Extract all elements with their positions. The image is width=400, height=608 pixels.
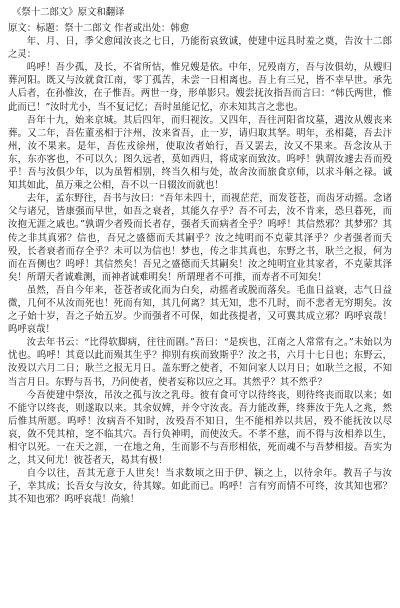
paragraph: 去年，孟东野往，吾书与汝曰：“吾年未四十，而视茫茫，而发苍苍，而齿牙动摇。念诸父与诸兄，皆康强而早世，如吾之衰者，其能久存乎？吾不可去，汝不肯来，恐旦暮死，而汝抱无涯之戚也。”孰谓少者殁而长者存，强者夭而病者全乎？呜呼！其信然邪？其梦邪？其传之非其真邪？信也，吾兄之盛德而夭其嗣乎？汝之纯明而不克蒙其泽乎？少者强者而夭殁，长者衰者而存全乎？未可以为信也！梦也，传之非其真也，东野之书，耿兰之报，何为而在吾侧也？呜呼！其信然矣！吾兄之盛德而夭其嗣矣！汝之纯明宜业其家者，不克蒙其泽矣！所谓天者诚难测，而神者诚难明矣！所谓理者不可推，而寿者不可知矣！ xyxy=(8,193,392,283)
paragraph: 吾年十九，始来京城。其后四年，而归视汝。又四年，吾往河阳省坟墓，遇汝从嫂丧来葬。又二年，吾佐董丞相于汴州，汝来省吾，止一岁，请归取其孥。明年，丞相薨，吾去汴州，汝不果来。是年，吾佐戎徐州，使取汝者始行，吾又罢去，汝又不果来。吾念汝从于东，东亦客也，不可以久；图久远者，莫如西归，将成家而致汝。呜呼！孰谓汝遽去吾而殁乎！吾与汝俱少年，以为虽暂相别，终当久相与处，故舍汝而旅食京师，以求斗斛之禄。诚知其如此，虽万乘之公相，吾不以一日辍汝而就也！ xyxy=(8,114,392,192)
paragraph: 自今以往，吾其无意于人世矣！当求数顷之田于伊、颍之上，以待余年。教吾子与汝子，幸其成；长吾女与汝女，待其嫁。如此而已。呜呼！言有穷而情不可终，汝其知也邪？其不知也邪？呜呼哀哉！尚飨！ xyxy=(8,468,392,506)
paragraph: 年、月、日，季父愈闻汝丧之七日，乃能衔哀致诚，使建中远具时羞之奠，告汝十二郎之灵： xyxy=(8,36,392,61)
document-body xyxy=(8,22,392,506)
paragraph: 汝去年书云：“比得软脚病，往往而剧。”吾曰：“是疾也，江南之人常常有之。”未始以为忧也。呜呼！其竟以此而殒其生乎？抑别有疾而致斯乎？汝之书，六月十七日也；东野云，汝殁以六月二日；耿兰之报无月日。盖东野之使者，不知问家人以月日；如耿兰之报，不知当言月日。东野与吾书，乃问使者，使者妄称以应之耳。其然乎？其不然乎？ xyxy=(8,337,392,388)
paragraph-source: 原文：标题：祭十二郎文 作者或出处：韩愈 xyxy=(8,23,190,34)
paragraph: 虽然，吾自今年来，苍苍者或化而为白矣，动摇者或脱而落矣。毛血日益衰，志气日益微，几何不从汝而死也！死而有知，其几何离？其无知，悲不几时，而不悲者无穷期矣。汝之子始十岁，吾之子始五岁。少而强者不可保，如此孩提者，又可冀其成立邪？呜呼哀哉！呜呼哀哉！ xyxy=(8,284,392,336)
paragraph: 今吾使建中祭汝，吊汝之孤与汝之乳母。彼有食可守以待终丧，则待终丧而取以来；如不能守以终丧，则遂取以来。其余奴婢，并令守汝丧。吾力能改葬，终葬汝于先人之兆，然后惟其所愿。呜呼！汝病吾不知时，汝殁吾不知日，生不能相养以共居，殁不能抚汝以尽哀，敛不凭其棺，窆不临其穴。吾行负神明，而使汝夭。不孝不慈，而不得与汝相养以生，相守以死。一在天之涯，一在地之角，生而影不与吾形相依，死而魂不与吾梦相接。吾实为之，其又何尤！彼苍者天，曷其有极！ xyxy=(8,389,392,467)
document-title: 《祭十二郎文》原文和翻译 xyxy=(12,7,125,18)
paragraph: 呜呼！吾少孤，及长，不省所怙，惟兄嫂是依。中年，兄殁南方，吾与汝俱幼，从嫂归葬河阳。既又与汝就食江南，零丁孤苦，未尝一日相离也。吾上有三兄，皆不幸早世。承先人后者，在孙惟汝，在子惟吾。两世一身，形单影只。嫂尝抚汝指吾而言曰：“韩氏两世，惟此而已！”汝时尤小，当不复记忆；吾时虽能记忆，亦未知其言之悲也。 xyxy=(8,62,392,113)
